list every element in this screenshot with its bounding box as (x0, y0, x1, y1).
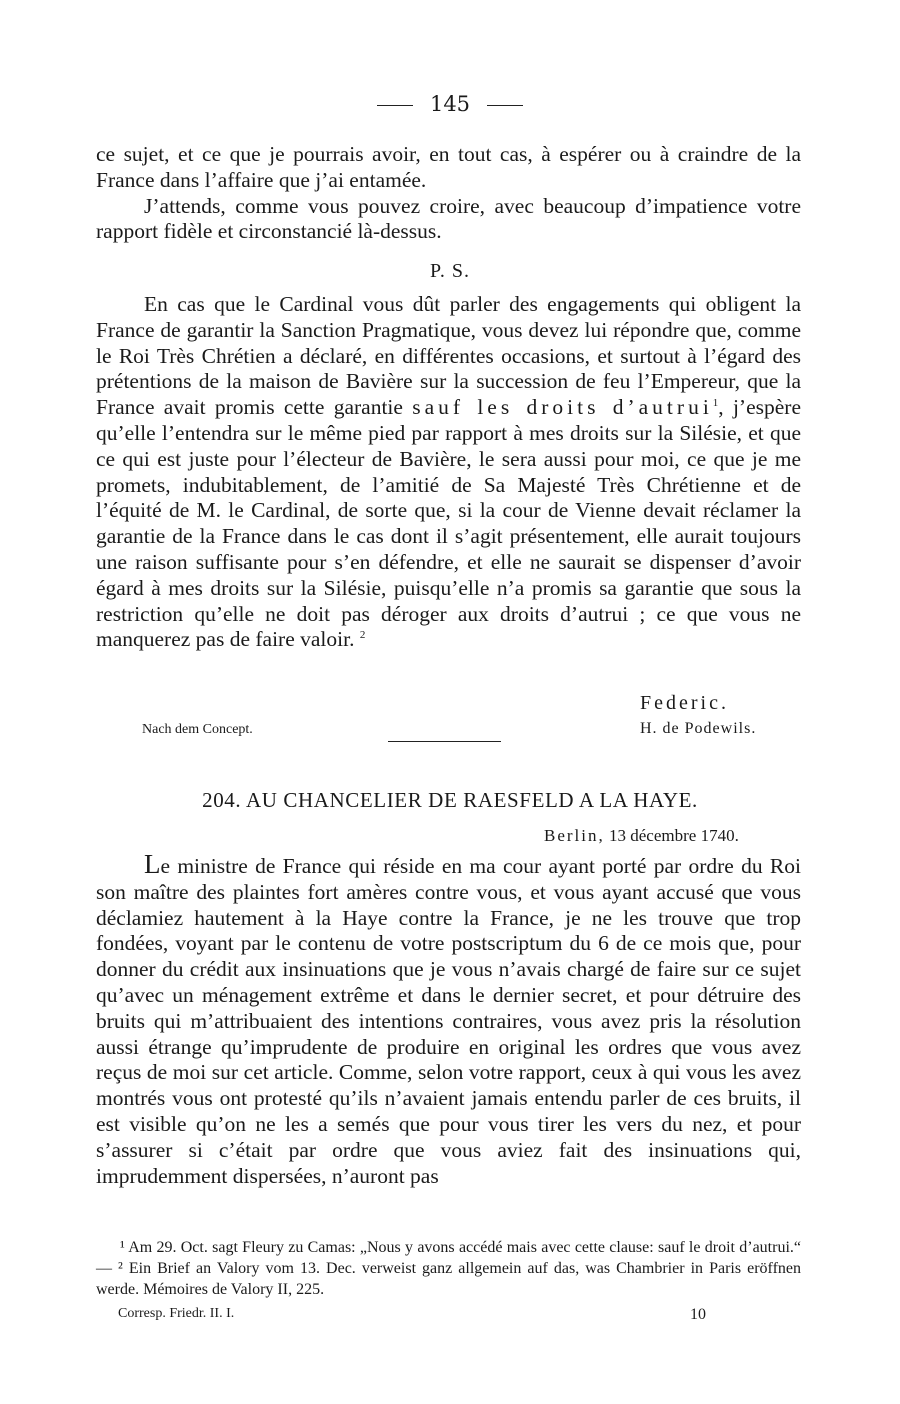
dateline (544, 826, 739, 846)
header-dash-left (377, 105, 413, 106)
paragraph-continuation: ce sujet, et ce que je pourrais avoir, en tout cas, à espérer ou à craindre de la France dans l’affaire que j’ai entamée. (96, 142, 801, 192)
letter-initial: L (144, 849, 161, 879)
footnotes (96, 1237, 801, 1300)
postscript-text-b: , j’espère qu’elle l’entendra sur le même pied par rapport à mes droits sur la Silésie, et que ce qui est juste pour l’électeur de Bavière, le sera aussi pour moi, ce que je me promets, indubitablement, de l’amitié de Sa Majesté Très Chrétienne et de l’équité de M. le Cardinal, de sorte que, si la cour de Vienne devait réclamer la garantie de la France dans le cas dont il s’agit présentement, elle aurait toujours une raison suffisante pour s’en défendre, et elle ne saurait se dispenser d’avoir égard à mes droits sur la Silésie, puisqu’elle n’a promis sa garantie que sous la restriction qu’elle ne doit pas déroger aux droits d’autrui ; ce que vous ne manquerez pas de faire valoir. (96, 395, 801, 652)
page-footer-source: Corresp. Friedr. II. I. (118, 1306, 235, 1321)
page-footer-sheet-number: 10 (690, 1306, 706, 1323)
postscript-paragraph (96, 292, 801, 653)
dateline-date: 13 décembre 1740. (609, 826, 739, 845)
footnote-ref-1: 1 (712, 397, 719, 410)
concept-note: Nach dem Concept. (142, 722, 253, 737)
document-title: 204. AU CHANCELIER DE RAESFELD A LA HAYE. (202, 788, 698, 812)
page-header (0, 92, 900, 116)
countersignature: H. de Podewils. (640, 720, 757, 737)
letter-paragraph (96, 849, 801, 1189)
page-number: 145 (429, 92, 471, 116)
paragraph-closing: J’attends, comme vous pouvez croire, avec beaucoup d’impatience votre rapport fidèle et circonstancié là-dessus. (96, 193, 801, 244)
dateline-place: Berlin, (544, 826, 605, 845)
footnote-text: ¹ Am 29. Oct. sagt Fleury zu Camas: „Nous y avons accédé mais avec cette clause: sauf le droit d’autrui.“ — ² Ein Brief an Valory vom 13. Dec. verweist ganz allgemein auf das, was Chambrier in Paris eröffnen werde. Mémoires de Valory II, 225. (96, 1239, 801, 1298)
postscript-text-a: En cas que le Cardinal vous dût parler des engagements qui obligent la France de garantir la Sanction Pragmatique, vous devez lui répondre que, comme le Roi Très Chrétien a déclaré, en différentes occasions, et surtout à l’égard des prétentions de la maison de Bavière sur la succession de feu l’Empereur, que la France avait promis cette garantie (96, 292, 801, 420)
header-dash-right (487, 105, 523, 106)
postscript-spaced-phrase: sauf les droits d’autrui (412, 395, 713, 420)
letter-continuation (96, 142, 801, 245)
signature: Federic. (640, 692, 729, 714)
footnote-ref-2: 2 (359, 629, 366, 642)
postscript-body (96, 292, 801, 653)
letter-body (96, 849, 801, 1189)
letter-text: e ministre de France qui réside en ma cour ayant porté par ordre du Roi son maître des plaintes fort amères contre vous, et vous ayant accusé que vous déclamiez hautement à la Haye contre la France, je ne les trouve que trop fondées, voyant par le contenu de votre postscriptum du 6 de ce mois que, pour donner du crédit aux insinuations que je vous n’avais chargé de faire sur ce sujet qu’avec un ménagement extrême et dans le dernier secret, et pour détruire des bruits qui m’attribuaient des intentions contraires, vous avez pris la résolution aussi étrange qu’imprudente de produire en original les ordres que vous avez reçus de moi sur cet article. Comme, selon votre rapport, ceux à qui vous les avez montrés vous ont protesté qu’ils n’avaient jamais entendu parler de ces bruits, il est visible qu’on ne les a semés que pour vous tirer les vers du nez, et pour s’assurer si c’était par ordre que vous aviez fait des insinuations qui, imprudemment dispersées, n’auront pas (96, 854, 801, 1188)
section-divider (388, 741, 501, 742)
postscript-heading: P. S. (429, 260, 471, 282)
